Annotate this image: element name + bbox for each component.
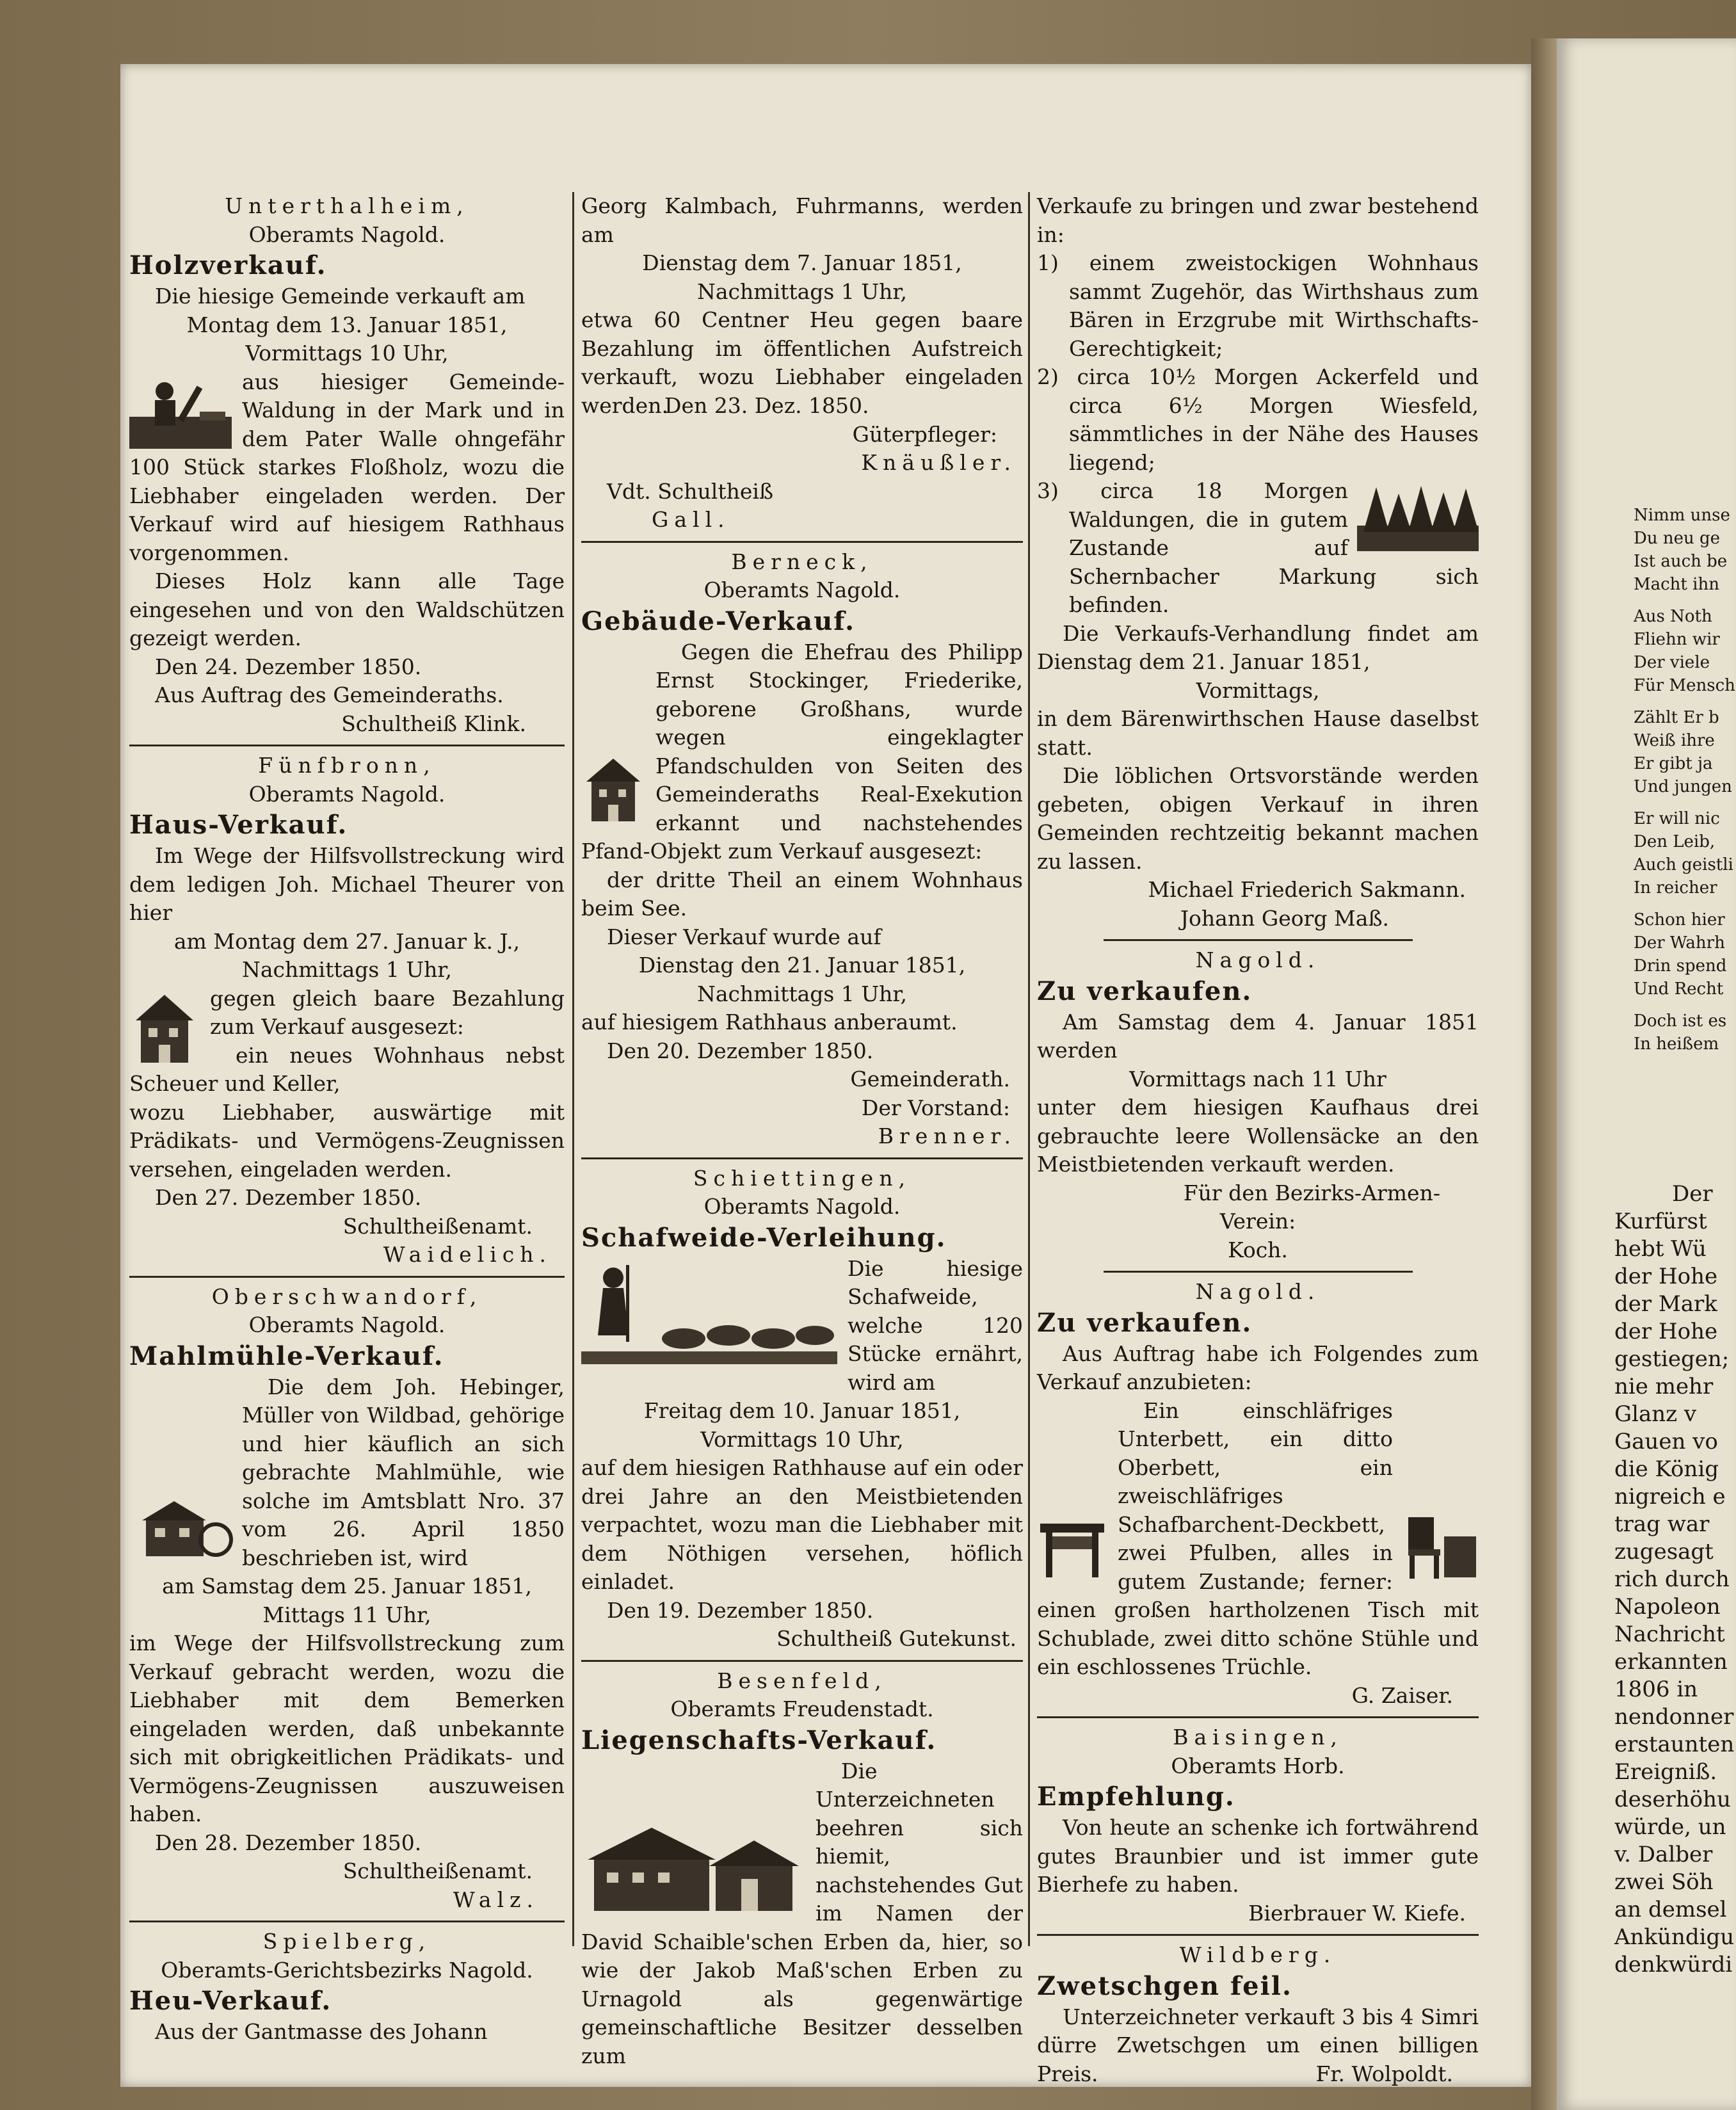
adjacent-line: Nimm unse [1634,506,1730,525]
column-rule-1 [572,192,574,1946]
ad-district: Oberamts Nagold. [248,781,446,807]
ad-date: Den 24. Dezember 1850. [155,654,422,679]
house-woodcut [129,988,200,1065]
ad-signature: Verein: [1219,1209,1296,1234]
ad-title: Empfehlung. [1037,1782,1235,1812]
ad-district: Oberamts Nagold. [703,1194,901,1219]
ad-signature: Vdt. Schultheiß [607,478,773,504]
adjacent-line: nendonner [1614,1704,1734,1730]
ad-title: Zwetschgen feil. [1037,1970,1292,2001]
adjacent-line: Drin spend [1634,956,1727,976]
adjacent-line: Schon hier [1634,910,1725,930]
adjacent-line: Doch ist es [1634,1011,1727,1031]
ad-order: Aus Auftrag des Gemeinderaths. [155,682,504,707]
ad-place: Nagold. [1195,947,1321,972]
ad-text: Aus der Gantmasse des Johann [155,2019,488,2044]
ad-signature: Knäußler. [861,450,1017,475]
column-1 [129,192,565,2044]
ad-divider [1037,1934,1479,1936]
ad-text: Dieser Verkauf wurde auf [607,924,881,949]
ad-title: Haus-Verkauf. [129,810,348,840]
ad-place: Oberschwandorf, [211,1284,483,1309]
column-rule-2 [1028,192,1030,1946]
adjacent-line: Kurfürst [1614,1209,1707,1234]
ad-time-line: Vormittags nach 11 Uhr [1129,1066,1386,1091]
adjacent-line: zugesagt [1614,1539,1714,1565]
ad-date-line: Montag dem 13. Januar 1851, [186,312,508,337]
ad-title: Zu verkaufen. [1037,976,1253,1006]
adjacent-line: Für Mensch [1634,676,1735,695]
ad-divider [581,1157,1023,1159]
ad-divider [129,745,565,746]
ad-signature: Schultheißenamt. [342,1213,533,1239]
adjacent-line: Weiß ihre [1634,731,1715,750]
adjacent-line: Er will nic [1634,809,1720,828]
ad-divider [1104,939,1413,941]
adjacent-line: gestiegen; [1614,1346,1730,1372]
ad-signature: Der Vorstand: [861,1095,1010,1120]
book-gutter [1531,38,1557,2110]
ad-signature: Walz. [453,1887,539,1912]
adjacent-line: Du neu ge [1634,529,1721,548]
adjacent-line: Er gibt ja [1634,754,1713,773]
ad-text: unter dem hiesigen Kaufhaus drei gebrauchte leere Wollensäcke an den Meistbietenden verkauft werden. [1037,1095,1479,1177]
ad-date: Den 27. Dezember 1850. [155,1185,422,1210]
ad-time-line: Mittags 11 Uhr, [262,1602,431,1627]
ad-text: Die Unterzeichneten beehren sich hiemit, nachstehendes Gut im Namen der David Schaible'schen Erben da, hier, so wie der Jakob Maß'schen Erben zu Urnagold als gegenwärtige gemeinschaftliche Besitzer desselben zum [581,1758,1023,2068]
adjacent-line: Und Recht [1634,979,1724,999]
adjacent-page [1557,38,1736,2110]
ad-date-line: Freitag dem 10. Januar 1851, [643,1398,961,1423]
ad-date: Den 23. Dez. 1850. [664,393,869,418]
ad-date-line: Dienstag den 21. Januar 1851, [638,953,966,978]
ad-title: Mahlmühle-Verkauf. [129,1341,444,1371]
adjacent-line: Ist auch be [1634,552,1728,571]
ad-time-line: Vormittags, [1196,677,1320,703]
ad-time-line: Vormittags 10 Uhr, [700,1426,904,1452]
ad-title: Liegenschafts-Verkauf. [581,1725,937,1755]
adjacent-line: der Hohe [1614,1319,1718,1344]
ad-text: auf dem hiesigen Rathhause auf ein oder drei Jahre an den Meistbietenden verpachtet, wozu man die Liebhaber mit dem Nöthigen versehen, höflich einladet. [581,1455,1023,1594]
ad-list-item: 1) einem zweistockigen Wohnhaus sammt Zugehör, das Wirthshaus zum Bären in Erzgrube mit Wirthschafts-Gerechtigkeit; [1037,250,1479,361]
ad-text: auf hiesigem Rathhaus anberaumt. [581,1010,958,1035]
adjacent-line: Glanz v [1614,1401,1697,1427]
ad-divider [129,1921,565,1922]
ad-place: Berneck, [731,549,873,574]
adjacent-line: Der viele [1634,653,1710,672]
adjacent-line: Aus Noth [1634,607,1712,626]
adjacent-line: die König [1614,1456,1719,1482]
ad-district: Oberamts Freudenstadt. [670,1696,934,1721]
ad-signature: Güterpfleger: [852,421,997,447]
ad-signature: Gall. [652,507,730,532]
forest-woodcut [1357,481,1479,551]
ad-title: Gebäude-Verkauf. [581,606,855,636]
ad-district: Oberamts-Gerichtsbezirks Nagold. [161,1957,533,1983]
ad-signature: Waidelich. [383,1242,552,1267]
adjacent-line: der Mark [1614,1291,1717,1317]
ad-text: Dieses Holz kann alle Tage eingesehen und von den Waldschützen gezeigt werden. [129,568,565,650]
ad-signature: G. Zaiser. [1351,1682,1453,1708]
table-woodcut [1037,1511,1107,1581]
adjacent-line: Ereigniß. [1614,1759,1717,1785]
ad-divider [581,541,1023,543]
adjacent-line: Den Leib, [1634,832,1716,851]
woodcutter-woodcut [129,372,232,449]
adjacent-line: trag war [1614,1511,1710,1537]
ad-divider [1037,1716,1479,1718]
ad-date: Den 19. Dezember 1850. [607,1597,874,1623]
adjacent-line: erkannten [1614,1649,1728,1675]
farmstead-woodcut [581,1815,805,1917]
ad-place: Unterthalheim, [225,193,469,218]
ad-signature: Fr. Wolpoldt. [1315,2061,1453,2086]
ad-place: Besenfeld, [717,1668,887,1693]
adjacent-line: Napoleon [1614,1594,1721,1620]
ad-title: Holzverkauf. [129,250,327,280]
ad-divider [581,1660,1023,1662]
house-woodcut [581,753,645,824]
ad-place: Fünfbronn, [258,753,436,778]
ad-district: Oberamts Horb. [1171,1753,1345,1778]
ad-signature: Bierbrauer W. Kiefe. [1248,1900,1466,1926]
adjacent-line: rich durch [1614,1566,1730,1592]
ad-title: Heu-Verkauf. [129,1986,332,2016]
adjacent-line: würde, un [1614,1814,1726,1840]
adjacent-line: In heißem [1634,1035,1719,1054]
adjacent-line: erstaunten [1614,1732,1735,1757]
ad-text: im Wege der Hilfsvollstreckung zum Verkauf gebracht werden, wozu die Liebhaber mit dem Bemerken eingeladen werden, daß unbekannte sich mit obrigkeitlichen Prädikats- und Vermögens-Zeugnissen auszuweisen haben. [129,1631,565,1826]
adjacent-line: Zählt Er b [1634,708,1719,727]
adjacent-line: nie mehr [1614,1374,1714,1399]
ad-district: Oberamts Nagold. [703,577,901,602]
ad-title: Zu verkaufen. [1037,1307,1253,1338]
ad-text: aus hiesiger Gemeinde-Waldung in der Mark und in dem Pater Walle ohngefähr 100 Stück starkes Floßholz, wozu die Liebhaber eingeladen werden. Der Verkauf wird auf hiesigem Rathhaus vorgenommen. [129,369,565,565]
ad-district: Oberamts Nagold. [248,1312,446,1337]
ad-text: Aus Auftrag habe ich Folgendes zum Verkauf anzubieten: [1037,1341,1479,1394]
adjacent-line: Gauen vo [1614,1429,1718,1454]
ad-time-line: Nachmittags 1 Uhr, [696,981,908,1006]
adjacent-line: denkwürdi [1614,1952,1733,1977]
ad-date: Den 28. Dezember 1850. [155,1830,422,1855]
adjacent-line: an demsel [1614,1897,1727,1922]
adjacent-line: Der Wahrh [1634,933,1725,953]
adjacent-line: deserhöhu [1614,1787,1731,1812]
adjacent-line: hebt Wü [1614,1236,1707,1262]
ad-text: Die dem Joh. Hebinger, Müller von Wildbad, gehörige und hier käuflich an sich gebrachte Mahlmühle, wie solche im Amtsblatt Nro. 37 vom 26. April 1850 beschrieben ist, wird [242,1374,565,1570]
ad-text: in dem Bärenwirthschen Hause daselbst statt. [1037,706,1479,760]
ad-place: Schiettingen, [693,1165,912,1191]
adjacent-line: Und jungen [1634,777,1732,796]
ad-signature: Koch. [1228,1237,1288,1262]
adjacent-line: In reicher [1634,878,1717,898]
ad-text: Am Samstag dem 4. Januar 1851 werden [1037,1009,1479,1063]
ad-text: ein neues Wohnhaus nebst Scheuer und Keller, [129,1042,565,1096]
column-2 [581,192,1023,2068]
ad-time-line: Nachmittags 1 Uhr, [241,957,453,982]
ad-signature: Johann Georg Maß. [1180,905,1389,931]
ad-place: Nagold. [1195,1279,1321,1304]
ad-time-line: Nachmittags 1 Uhr, [696,278,908,304]
adjacent-line: 1806 in [1614,1677,1698,1702]
ad-text: Unterzeichneter verkauft 3 bis 4 Simri dürre Zwetschgen um einen billigen Preis. [1037,2004,1479,2086]
chair-woodcut [1402,1511,1479,1581]
adjacent-line: Fliehn wir [1634,630,1720,649]
adjacent-line: Auch geistli [1634,855,1733,874]
ad-title: Schafweide-Verleihung. [581,1222,947,1253]
column-3 [1037,192,1479,2086]
ad-divider [129,1276,565,1278]
ad-text: Die Verkaufs-Verhandlung findet am Dienstag dem 21. Januar 1851, [1037,620,1479,674]
adjacent-line: nigreich e [1614,1484,1726,1510]
ad-signature: Schultheißenamt. [342,1858,533,1883]
ad-date: Den 20. Dezember 1850. [607,1038,874,1063]
ad-divider [1104,1271,1413,1273]
ad-text: der dritte Theil an einem Wohnhaus beim See. [581,867,1023,921]
ad-date-line: am Samstag dem 25. Januar 1851, [162,1574,532,1599]
ad-place: Spielberg, [262,1929,431,1954]
ad-signature: Gemeinderath. [850,1067,1010,1091]
ad-text: Georg Kalmbach, Fuhrmanns, werden am [581,193,1023,247]
adjacent-line: Macht ihn [1634,575,1719,594]
ad-text: etwa 60 Centner Heu gegen baare Bezahlung im öffentlichen Aufstreich verkauft, wozu Liebhaber eingeladen werden. [581,307,1023,418]
ad-text: wozu Liebhaber, auswärtige mit Prädikats- und Vermögens-Zeugnissen versehen, eingeladen werden. [129,1099,565,1182]
ad-date-line: am Montag dem 27. Januar k. J., [173,928,520,954]
ad-text: gegen gleich baare Bezahlung zum Verkauf ausgesezt: [210,985,565,1039]
ad-list-item: 2) circa 10½ Morgen Ackerfeld und circa 6½ Morgen Wiesfeld, sämmtliches in der Nähe des Hauses liegend; [1037,364,1479,475]
ad-text: Ein einschläfriges Unterbett, ein ditto Oberbett, ein zweischläfriges Schafbarchent-Deckbett, zwei Pfulben, alles in gutem Zustande; ferner: einen großen hartholzenen Tisch mit Schublade, zwei ditto schöne Stühle und ein eschlossenes Trüchle. [1037,1397,1479,1679]
ad-date-line: Dienstag dem 7. Januar 1851, [642,250,962,275]
mill-woodcut [129,1495,232,1559]
adjacent-line: v. Dalber [1614,1842,1713,1867]
ad-text: Verkaufe zu bringen und zwar bestehend in: [1037,193,1479,247]
adjacent-line: Der [1672,1181,1713,1207]
ad-signature: Schultheiß Klink. [341,711,526,736]
ad-signature: Michael Friederich Sakmann. [1148,877,1466,902]
ad-district: Oberamts Nagold. [248,221,446,247]
adjacent-line: der Hohe [1614,1264,1718,1289]
ad-signature: Für den Bezirks-Armen- [1183,1180,1440,1205]
ad-place: Wildberg. [1179,1942,1337,1967]
shepherd-woodcut [581,1259,837,1367]
adjacent-line: Nachricht [1614,1622,1725,1647]
ad-text: Von heute an schenke ich fortwährend gutes Braunbier und ist immer gute Bierhefe zu haben. [1037,1815,1479,1897]
ad-text: Gegen die Ehefrau des Philipp Ernst Stockinger, Friederike, geborene Großhans, wurde wegen eingeklagter Pfandschulden von Seiten des Gemeinderaths Real-Exekution erkannt und nachstehendes Pfand-Objekt zum Verkauf ausgesezt: [581,639,1023,864]
ad-time-line: Vormittags 10 Uhr, [245,341,449,366]
ad-text: Im Wege der Hilfsvollstreckung wird dem ledigen Joh. Michael Theurer von hier [129,843,565,925]
ad-text: Die löblichen Ortsvorstände werden gebeten, obigen Verkauf in ihren Gemeinden rechtzeitig bekannt machen zu lassen. [1037,763,1479,874]
ad-signature: Schultheiß Gutekunst. [776,1626,1017,1651]
adjacent-line: Ankündigu [1614,1924,1735,1950]
ad-signature: Brenner. [878,1123,1017,1148]
ad-text: Die hiesige Gemeinde verkauft am [155,284,526,309]
adjacent-line: zwei Söh [1614,1869,1714,1895]
ad-place: Baisingen, [1173,1725,1343,1750]
ad-list-item: 3) circa 18 Morgen Waldungen, die in gutem Zustande auf Schernbacher Markung sich befinden. [1037,478,1479,617]
ad-text: Die hiesige Schafweide, welche 120 Stücke ernährt, wird am [848,1255,1023,1395]
